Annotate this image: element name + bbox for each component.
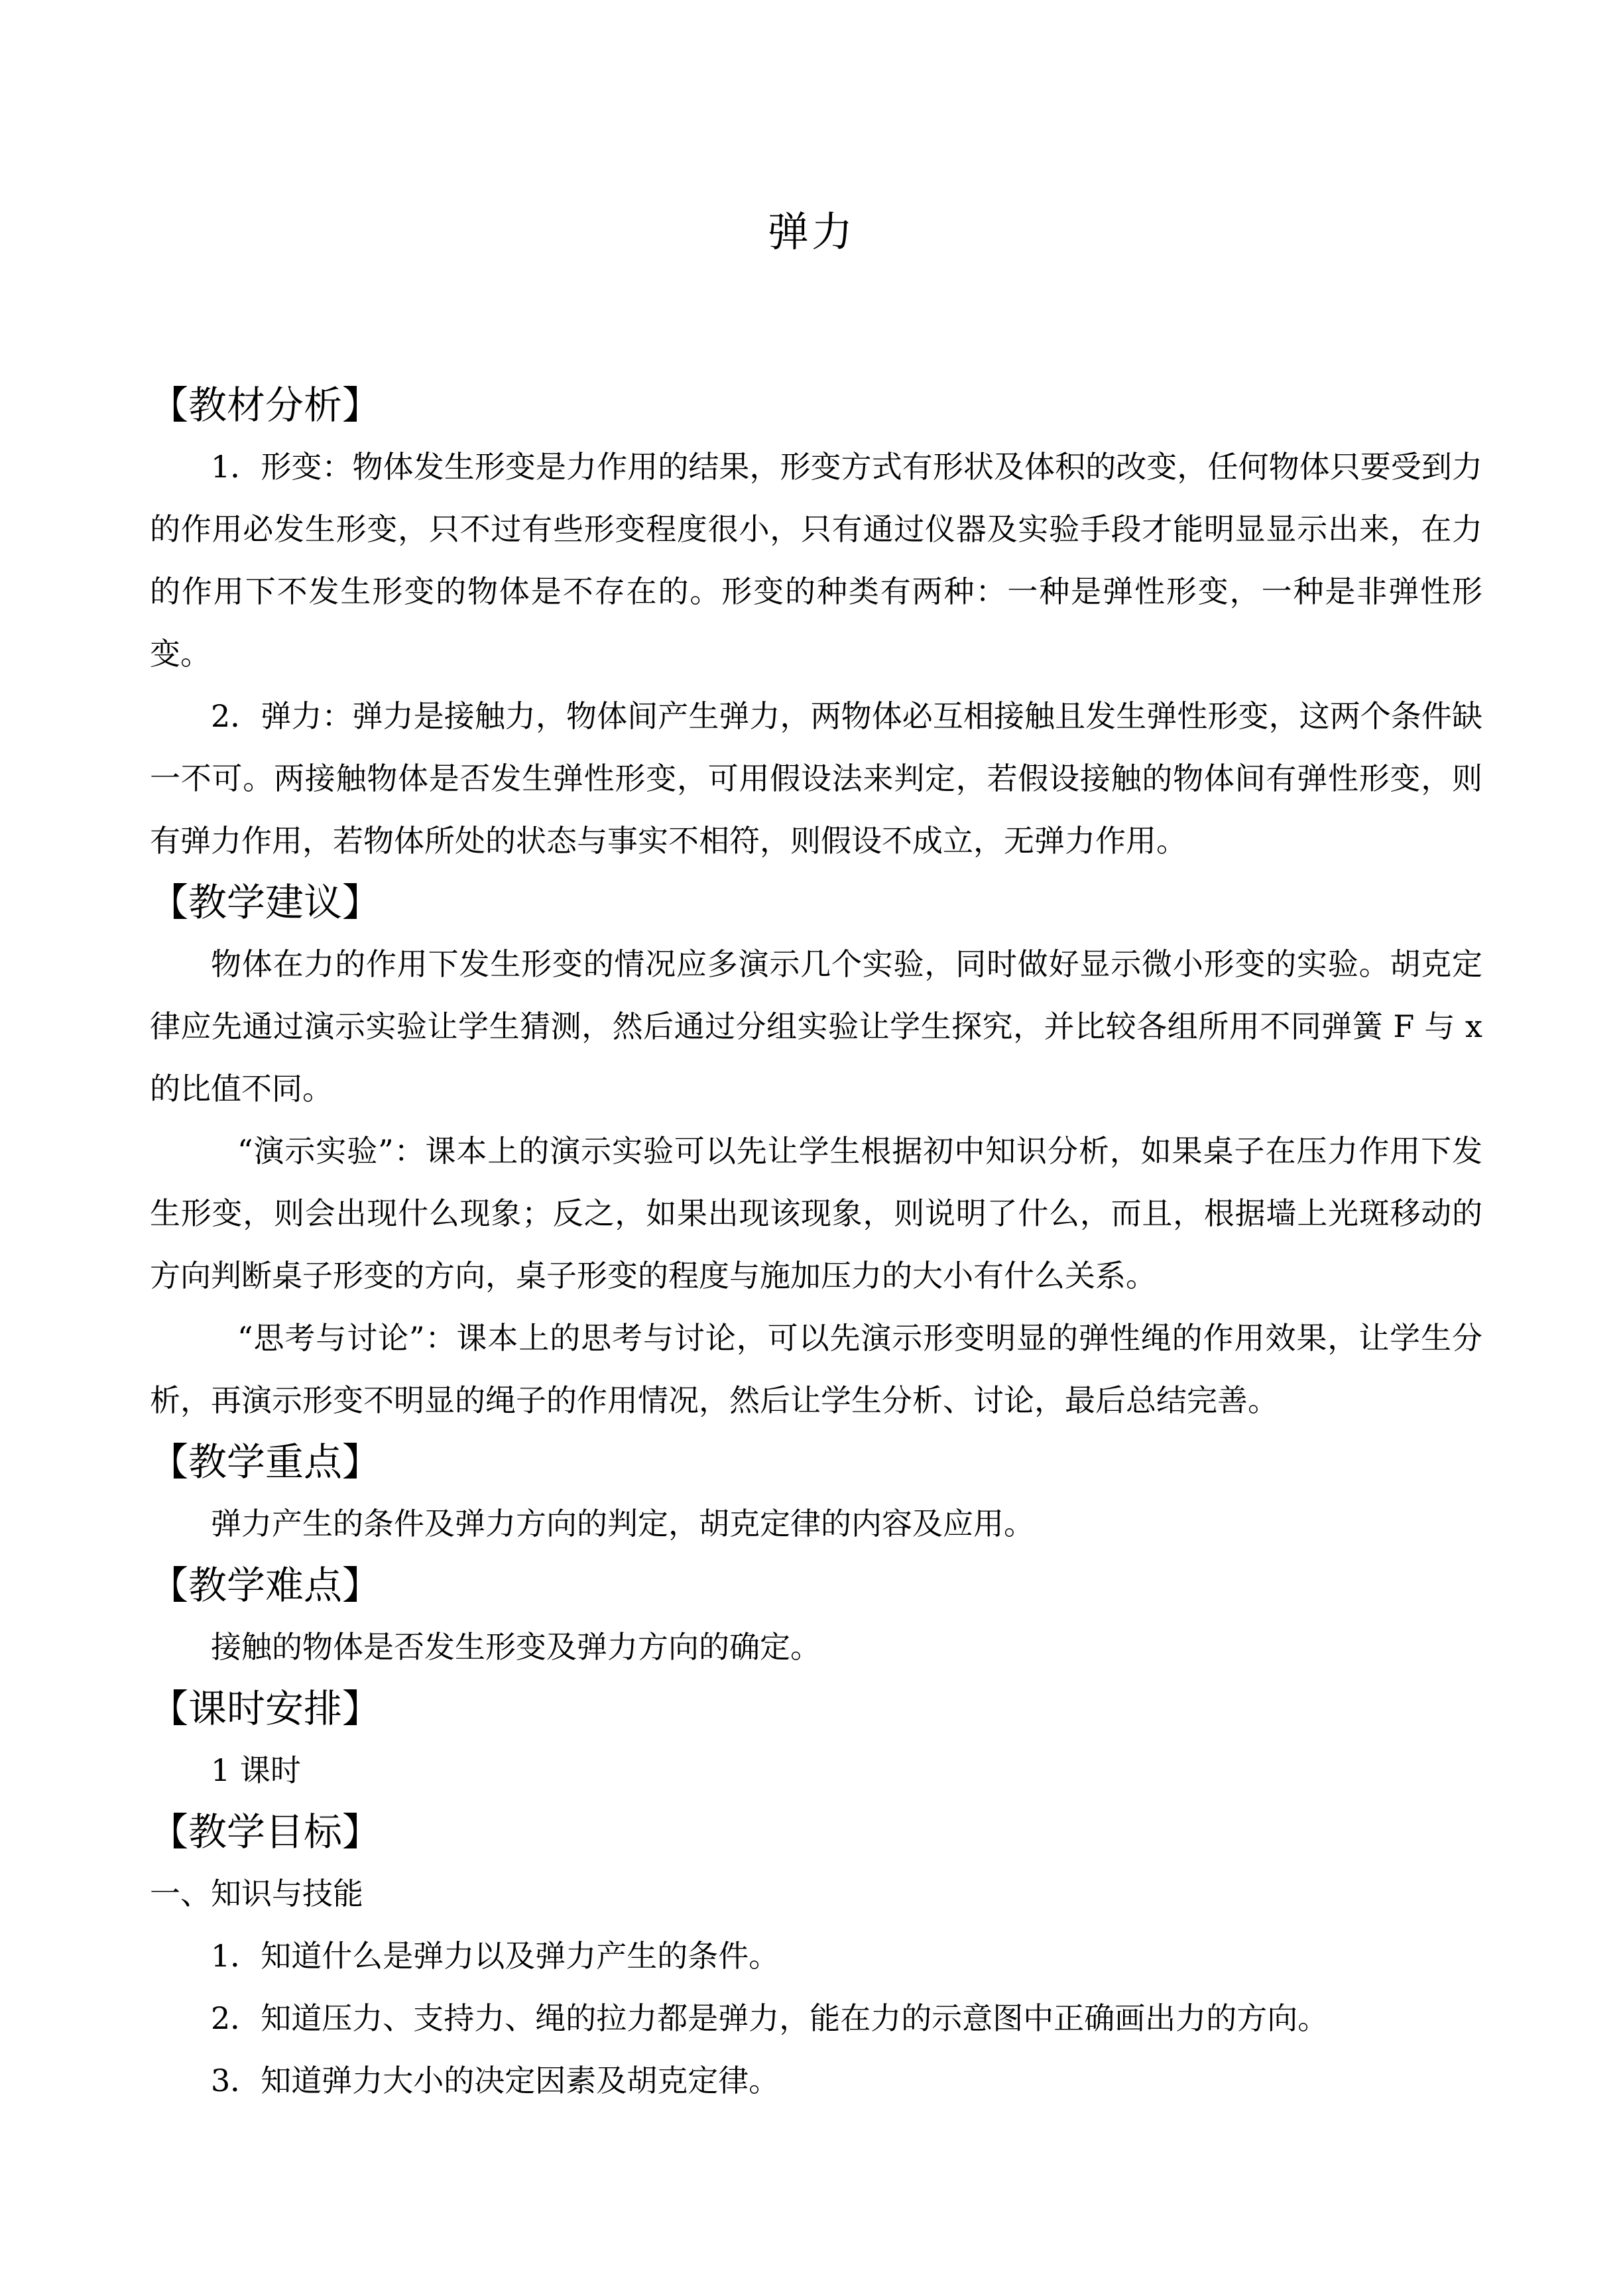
heading-teaching-advice: 【教学建议】 xyxy=(150,880,381,925)
list-item: 1．知道什么是弹力以及弹力产生的条件。 xyxy=(211,1938,780,1974)
paragraph-advice-demo: “演示实验”：课本上的演示实验可以先让学生根据初中知识分析，如果桌子在压力作用下发生形变，则会出现什么现象；反之，如果出现该现象，则说明了什么，而且，根据墙上光斑移动的方向判断桌子形变的方向，桌子形变的程度与施加压力的大小有什么关系。 xyxy=(150,1133,1482,1294)
paragraph-advice-experiments: 物体在力的作用下发生形变的情况应多演示几个实验，同时做好显示微小形变的实验。胡克定律应先通过演示实验让学生猜测，然后通过分组实验让学生探究，并比较各组所用不同弹簧 F 与 x 的比值不同。 xyxy=(150,946,1482,1107)
document-body xyxy=(150,375,1482,2112)
list-item: 3．知道弹力大小的决定因素及胡克定律。 xyxy=(211,2063,780,2098)
paragraph-key-points: 弹力产生的条件及弹力方向的判定，胡克定律的内容及应用。 xyxy=(211,1506,1034,1541)
list-item: 2．知道压力、支持力、绳的拉力都是弹力，能在力的示意图中正确画出力的方向。 xyxy=(211,2000,1329,2036)
heading-schedule: 【课时安排】 xyxy=(150,1686,381,1731)
document-title: 弹力 xyxy=(767,208,855,256)
heading-key-points: 【教学重点】 xyxy=(150,1439,381,1484)
heading-objectives: 【教学目标】 xyxy=(150,1809,381,1854)
subheading-knowledge-skills: 一、知识与技能 xyxy=(150,1876,363,1911)
paragraph-advice-discussion: “思考与讨论”：课本上的思考与讨论，可以先演示形变明显的弹性绳的作用效果，让学生分析，再演示形变不明显的绳子的作用情况，然后让学生分析、讨论，最后总结完善。 xyxy=(150,1320,1482,1418)
paragraph-difficulties: 接触的物体是否发生形变及弹力方向的确定。 xyxy=(211,1629,821,1665)
paragraph-schedule: 1 课时 xyxy=(211,1752,301,1788)
heading-difficulties: 【教学难点】 xyxy=(150,1563,381,1608)
paragraph-deformation: 1．形变：物体发生形变是力作用的结果，形变方式有形状及体积的改变，任何物体只要受到力的作用必发生形变，只不过有些形变程度很小，只有通过仪器及实验手段才能明显显示出来，在力的作用下不发生形变的物体是不存在的。形变的种类有两种：一种是弹性形变，一种是非弹性形变。 xyxy=(150,449,1482,672)
heading-material-analysis: 【教材分析】 xyxy=(150,383,381,428)
paragraph-elastic-force: 2．弹力：弹力是接触力，物体间产生弹力，两物体必互相接触且发生弹性形变，这两个条件缺一不可。两接触物体是否发生弹性形变，可用假设法来判定，若假设接触的物体间有弹性形变，则有弹力作用，若物体所处的状态与事实不相符，则假设不成立，无弹力作用。 xyxy=(150,698,1482,859)
